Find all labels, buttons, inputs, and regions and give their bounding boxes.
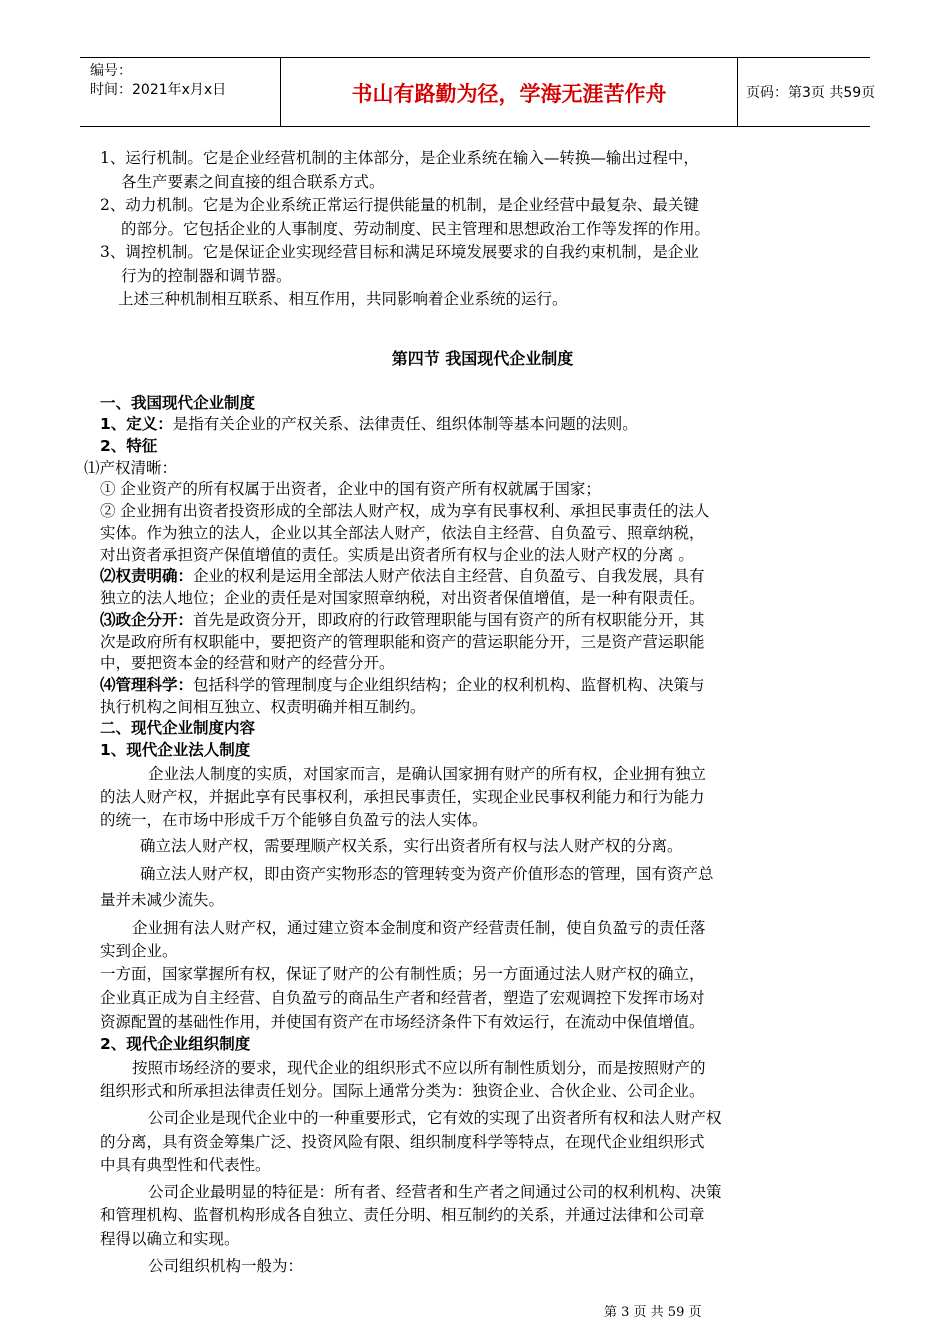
feature-3-line: [100, 608, 705, 630]
document-number-label: 编号：: [90, 63, 132, 79]
heading-features: 2、特征: [100, 437, 158, 455]
header-meta: [80, 58, 280, 126]
heading-2: 二、现代企业制度内容: [100, 719, 256, 737]
feature-1-line: 对出资者承担资产保值增值的责任。实质是出资者所有权与企业的法人财产权的分离 。: [100, 546, 694, 564]
document-date-label: 时间：2021年x月x日: [90, 82, 227, 98]
header-motto: 书山有路勤为径，学海无涯苦作舟: [351, 82, 667, 106]
feature-2-line: 独立的法人地位；企业的责任是对国家照章纳税，对出资者保值增值，是一种有限责任。: [100, 589, 705, 607]
legal-paragraph-line: 资源配置的基础性作用，并使国有资产在市场经济条件下有效运行，在流动中保值增值。: [100, 1013, 705, 1031]
intro-line: 3、调控机制。它是保证企业实现经营目标和满足环境发展要求的自我约束机制，是企业: [100, 243, 699, 261]
legal-paragraph-line: 企业真正成为自主经营、自负盈亏的商品生产者和经营者，塑造了宏观调控下发挥市场对: [100, 989, 705, 1007]
feature-2-label: ⑵权责明确：: [100, 567, 194, 585]
feature-1-label: ⑴产权清晰：: [84, 459, 178, 477]
definition-label: 1、定义：: [100, 415, 173, 433]
feature-4-text: 包括科学的管理制度与企业组织结构；企业的权利机构、监督机构、决策与: [193, 676, 705, 694]
page-footer: 第 3 页 共 59 页: [604, 1305, 702, 1320]
org-paragraph-line: 中具有典型性和代表性。: [100, 1156, 271, 1174]
org-paragraph-line: 公司企业是现代企业中的一种重要形式，它有效的实现了出资者所有权和法人财产权: [148, 1109, 722, 1127]
legal-paragraph-line: 确立法人财产权，即由资产实物形态的管理转变为资产价值形态的管理，国有资产总: [140, 865, 714, 883]
intro-line: 1、运行机制。它是企业经营机制的主体部分，是企业系统在输入—转换—输出过程中，: [100, 149, 699, 167]
feature-3-line: 中，要把资本金的经营和财产的经营分开。: [100, 654, 395, 672]
org-paragraph-line: 程得以确立和实现。: [100, 1230, 240, 1248]
intro-line: 各生产要素之间直接的组合联系方式。: [121, 173, 385, 191]
legal-paragraph-line: 企业拥有法人财产权，通过建立资本金制度和资产经营责任制，使自负盈亏的责任落: [132, 919, 706, 937]
intro-line: 2、动力机制。它是为企业系统正常运行提供能量的机制，是企业经营中最复杂、最关键: [100, 196, 699, 214]
org-paragraph-line: 的分离，具有资金筹集广泛、投资风险有限、组织制度科学等特点，在现代企业组织形式: [100, 1133, 705, 1151]
org-paragraph-line: 和管理机构、监督机构形成各自独立、责任分明、相互制约的关系，并通过法律和公司章: [100, 1206, 705, 1224]
section-title: 第四节 我国现代企业制度: [391, 349, 574, 368]
legal-paragraph-line: 的统一，在市场中形成千万个能够自负盈亏的法人实体。: [100, 811, 488, 829]
feature-2-line: [100, 564, 705, 586]
org-paragraph-line: 组织形式和所承担法律责任划分。国际上通常分类为：独资企业、合伙企业、公司企业。: [100, 1082, 705, 1100]
heading-1: 一、我国现代企业制度: [100, 394, 256, 412]
feature-1-line: 实体。作为独立的法人，企业以其全部法人财产，依法自主经营、自负盈亏、照章纳税，: [100, 524, 705, 542]
feature-1-line: ① 企业资产的所有权属于出资者，企业中的国有资产所有权就属于国家；: [100, 480, 601, 498]
org-paragraph-line: 公司组织机构一般为：: [148, 1257, 304, 1275]
legal-paragraph-line: 一方面，国家掌握所有权，保证了财产的公有制性质；另一方面通过法人财产权的确立，: [100, 965, 705, 983]
legal-paragraph-line: 的法人财产权，并据此享有民事权利，承担民事责任，实现企业民事权利能力和行为能力: [100, 788, 705, 806]
definition-text: 是指有关企业的产权关系、法律责任、组织体制等基本问题的法则。: [172, 415, 638, 433]
feature-4-line: [100, 673, 705, 695]
legal-paragraph-line: 实到企业。: [100, 942, 178, 960]
intro-line: 的部分。它包括企业的人事制度、劳动制度、民主管理和思想政治工作等发挥的作用。: [121, 220, 711, 238]
page-header: [80, 57, 876, 127]
feature-2-text: 企业的权利是运用全部法人财产依法自主经营、自负盈亏、自我发展，具有: [193, 567, 705, 585]
legal-paragraph-line: 量并未减少流失。: [100, 891, 225, 909]
header-page-label: 页码：第3页 共59页: [746, 85, 876, 101]
intro-line: 上述三种机制相互联系、相互作用，共同影响着企业系统的运行。: [118, 290, 568, 308]
feature-3-line: 次是政府所有权职能中，要把资产的管理职能和资产的营运职能分开，三是资产营运职能: [100, 633, 705, 651]
org-paragraph-line: 按照市场经济的要求，现代企业的组织形式不应以所有制性质划分，而是按照财产的: [132, 1059, 706, 1077]
feature-3-text: 首先是政资分开，即政府的行政管理职能与国有资产的所有权职能分开，其: [193, 611, 705, 629]
header-motto-cell: [280, 58, 738, 126]
legal-paragraph-line: 确立法人财产权，需要理顺产权关系，实行出资者所有权与法人财产权的分离。: [140, 837, 683, 855]
legal-paragraph-line: 企业法人制度的实质，对国家而言，是确认国家拥有财产的所有权，企业拥有独立: [148, 765, 707, 783]
heading-2-1: 1、现代企业法人制度: [100, 741, 251, 759]
heading-2-2: 2、现代企业组织制度: [100, 1035, 251, 1053]
feature-1-line: ② 企业拥有出资者投资形成的全部法人财产权，成为享有民事权利、承担民事责任的法人: [100, 502, 710, 520]
feature-3-label: ⑶政企分开：: [100, 611, 194, 629]
feature-4-label: ⑷管理科学：: [100, 676, 194, 694]
definition-line: [100, 412, 638, 434]
org-paragraph-line: 公司企业最明显的特征是：所有者、经营者和生产者之间通过公司的权利机构、决策: [148, 1183, 722, 1201]
intro-line: 行为的控制器和调节器。: [121, 267, 292, 285]
feature-4-line: 执行机构之间相互独立、权责明确并相互制约。: [100, 698, 426, 716]
